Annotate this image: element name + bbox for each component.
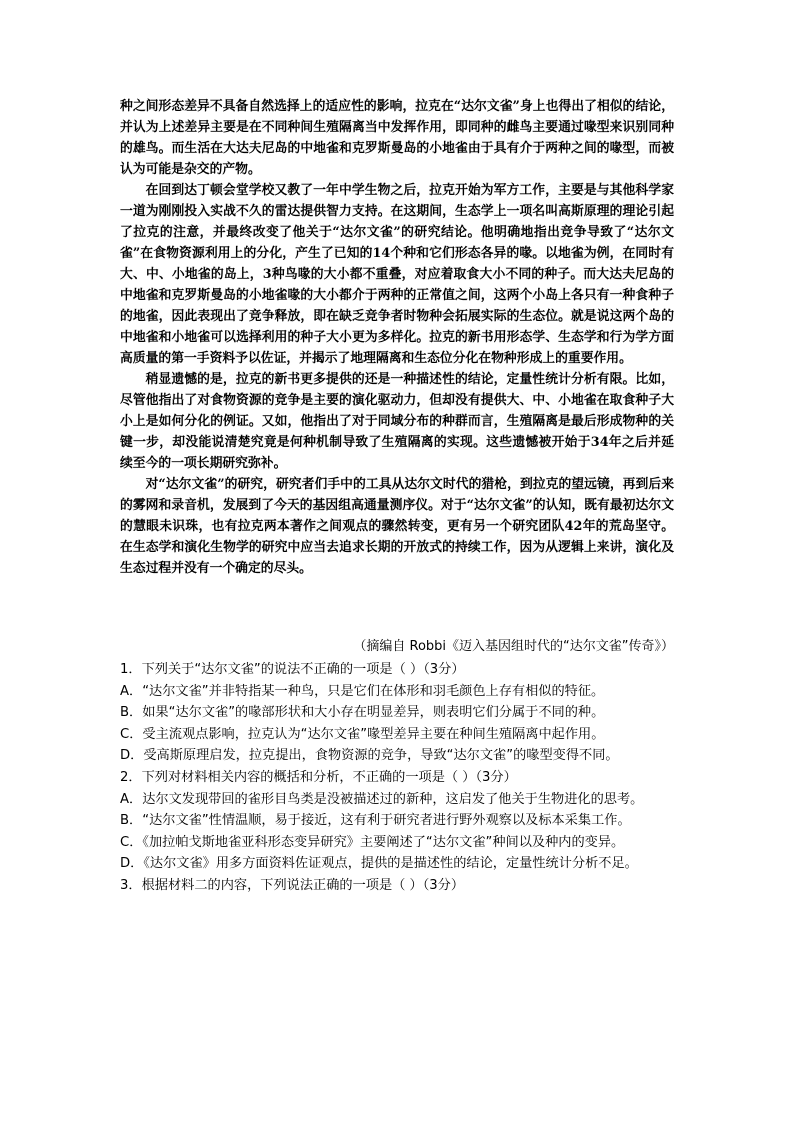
passage-source: （摘编自 Robbi《迈入基因组时代的“达尔文雀”传奇》） — [353, 639, 674, 654]
answer-option: B．“达尔文雀”性情温顺，易于接近，这有利于研究者进行野外观察以及标本采集工作。 — [120, 813, 631, 829]
answer-option: B．如果“达尔文雀”的喙部形状和大小存在明显差异，则表明它们分属于不同的种。 — [120, 705, 605, 721]
question-section — [120, 659, 684, 897]
answer-option: C．受主流观点影响，拉克认为“达尔文雀”喙型差异主要在种间生殖隔离中起作用。 — [120, 726, 605, 742]
passage-paragraph: 在回到达丁顿会堂学校又教了一年中学生物之后，拉克开始为军方工作，主要是与其他科学家一道为刚刚投入实战不久的雷达提供智力支持。在这期间，生态学上一项名叫高斯原理的理论引起了拉克的注意，并最终改变了他关于“达尔文雀”的研究结论。他明确地指出竞争导致了“达尔文雀”在食物资源利用上的分化，产生了已知的14个种和它们形态各异的喙。以地雀为例，在同时有大、中、小地雀的岛上，3种鸟喙的大小都不重叠，对应着取食大小不同的种子。而大达夫尼岛的中地雀和克罗斯曼岛的小地雀喙的大小都介于两种的正常值之间，这两个小岛上各只有一种食种子的地雀，因此表现出了竞争释放，即在缺乏竞争者时物种会拓展实际的生态位。就是说这两个岛的中地雀和小地雀可以选择利用的种子大小更为多样化。拉克的新书用形态学、生态学和行为学方面高质量的第一手资料予以佐证，并揭示了地理隔离和生态位分化在物种形成上的重要作用。 — [120, 183, 674, 366]
passage-paragraph: 对“达尔文雀”的研究，研究者们手中的工具从达尔文时代的猎枪，到拉克的望远镜，再到后来的雾网和录音机，发展到了今天的基因组高通量测序仪。对于“达尔文雀”的认知，既有最初达尔文的慧眼未识珠，也有拉克两本著作之间观点的骤然转变，更有另一个研究团队42年的荒岛坚守。在生态学和演化生物学的研究中应当去追求长期的开放式的持续工作，因为从逻辑上来讲，演化及生态过程并没有一个确定的尽头。 — [120, 477, 674, 576]
question-stem: 3．根据材料二的内容，下列说法正确的一项是（ ）（3分） — [120, 877, 465, 893]
answer-option: A．“达尔文雀”并非特指某一种鸟，只是它们在体形和羽毛颜色上存有相似的特征。 — [120, 683, 605, 699]
answer-option: D．《达尔文雀》用多方面资料佐证观点，提供的是描述性的结论，定量性统计分析不足。 — [120, 856, 638, 872]
passage-paragraph: 种之间形态差异不具备自然选择上的适应性的影响，拉克在“达尔文雀”身上也得出了相似的结论，并认为上述差异主要是在不同种间生殖隔离当中发挥作用，即同种的雌鸟主要通过喙型来识别同种的雄鸟。而生活在大达夫尼岛的中地雀和克罗斯曼岛的小地雀由于具有介于两种之间的喙型，而被认为可能是杂交的产物。 — [120, 99, 674, 177]
passage-paragraph: 稍显遗憾的是，拉克的新书更多提供的还是一种描述性的结论，定量性统计分析有限。比如，尽管他指出了对食物资源的竞争是主要的演化驱动力，但却没有提供大、中、小地雀在取食种子大小上是如何分化的例证。又如，他指出了对于同域分布的种群而言，生殖隔离是最后形成物种的关键一步，却没能说清楚究竟是何种机制导致了生殖隔离的实现。这些遗憾被开始于34年之后并延续至今的一项长期研究弥补。 — [120, 372, 674, 471]
question-stem: 1．下列关于“达尔文雀”的说法不正确的一项是（ ）（3分） — [120, 662, 465, 677]
answer-option: D．受高斯原理启发，拉克提出，食物资源的竞争，导致“达尔文雀”的喙型变得不同。 — [120, 748, 619, 764]
answer-option: A．达尔文发现带回的雀形目鸟类是没被描述过的新种，这启发了他关于生物进化的思考。 — [120, 791, 644, 807]
answer-option: C．《加拉帕戈斯地雀亚科形态变异研究》主要阐述了“达尔文雀”种间以及种内的变异。 — [120, 834, 625, 850]
reading-passage — [120, 96, 674, 579]
question-stem: 2．下列对材料相关内容的概括和分析，不正确的一项是（ ）（3分） — [120, 769, 517, 785]
